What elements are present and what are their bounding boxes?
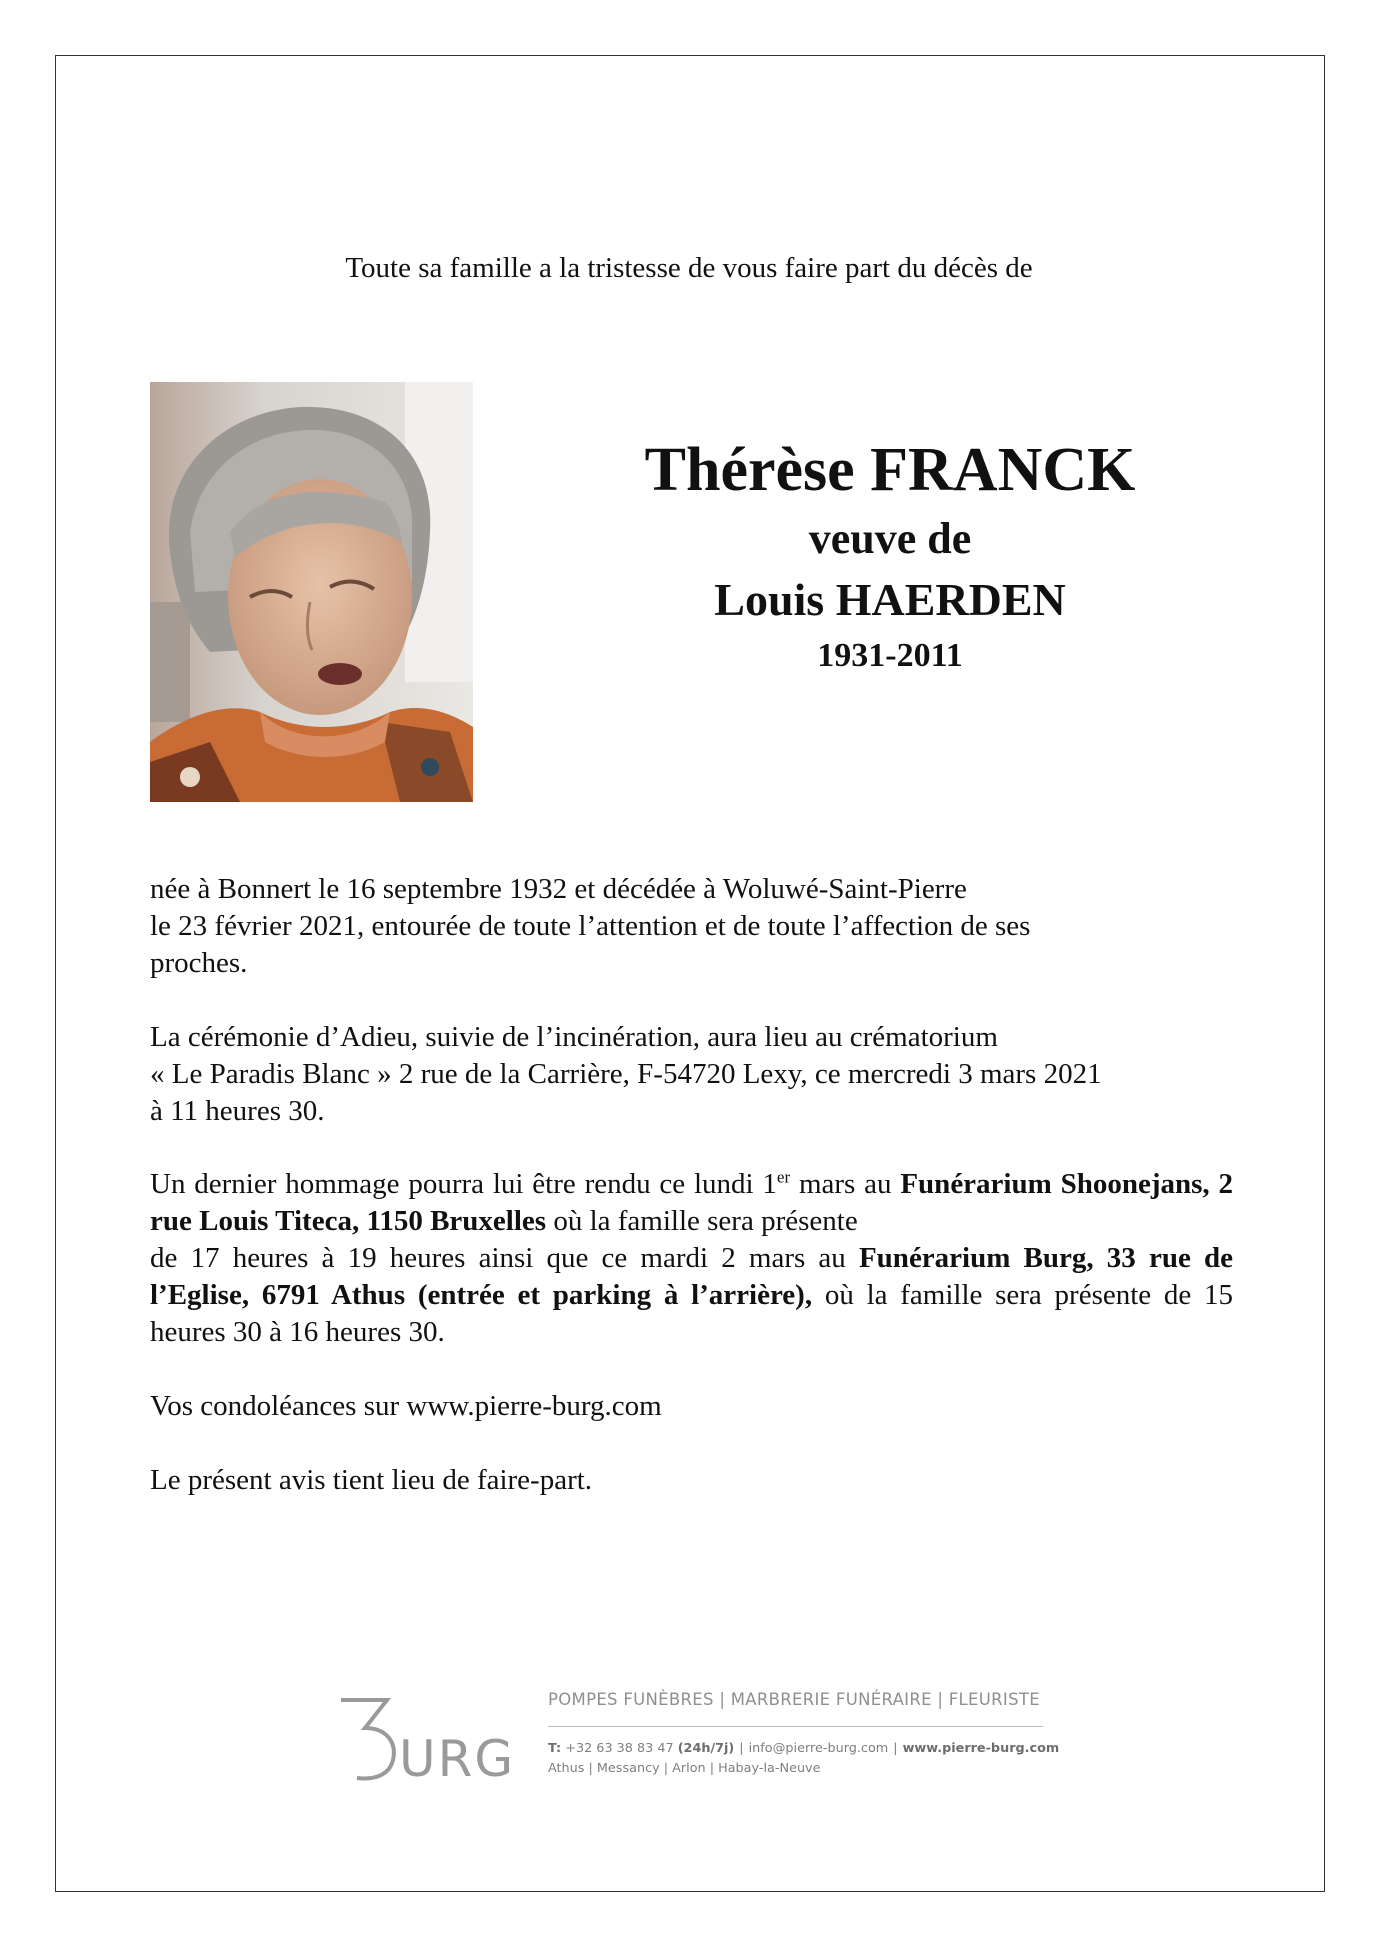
tribute-text: où la famille sera présente [546, 1205, 858, 1237]
condolences-text: Vos condoléances sur www.pierre-burg.com [150, 1390, 662, 1422]
spouse-name: Louis HAERDEN [714, 574, 1066, 625]
tribute-paragraph [150, 1166, 1233, 1351]
funerarium-burg: Funérarium Burg, 33 rue de l’Eglise, 6791 Athus (entrée et parking à l’arrière), [150, 1242, 1233, 1311]
footer-info [548, 1688, 1060, 1779]
deceased-name-block [560, 430, 1220, 680]
email-link[interactable]: info@pierre-burg.com [748, 1741, 889, 1756]
portrait-photo [150, 382, 473, 802]
paragraph-line: « Le Paradis Blanc » 2 rue de la Carrière, F-54720 Lexy, ce mercredi 3 mars 2021 [150, 1058, 1102, 1090]
paragraph-line: née à Bonnert le 16 septembre 1932 et décédée à Woluwé-Saint-Pierre [150, 873, 967, 905]
burg-logo [335, 1688, 510, 1783]
phone-hours: (24h/7j) [677, 1741, 735, 1756]
svg-text:URG: URG [399, 1730, 510, 1783]
website-link[interactable]: www.pierre-burg.com [902, 1741, 1060, 1756]
intro-text: Toute sa famille a la tristesse de vous faire part du décès de [345, 252, 1033, 284]
tribute-superscript: er [776, 1167, 791, 1187]
paragraph-line: à 11 heures 30. [150, 1095, 325, 1127]
footer-services: POMPES FUNÈBRES | MARBRERIE FUNÉRAIRE | FLEURISTE [548, 1690, 1040, 1709]
birth-death-paragraph [150, 871, 1233, 982]
tribute-text: de 17 heures à 19 heures ainsi que ce mardi 2 mars au [150, 1242, 859, 1274]
deceased-name: Thérèse FRANCK [644, 436, 1136, 504]
phone-number: +32 63 38 83 47 [561, 1741, 678, 1756]
footer-divider [548, 1726, 1043, 1727]
phone-prefix: T: [548, 1741, 562, 1756]
tribute-text: où la famille sera présente de 15 heures 30 à 16 heures 30. [150, 1279, 1234, 1348]
paragraph-line: proches. [150, 947, 248, 979]
paragraph-line: La cérémonie d’Adieu, suivie de l’incinération, aura lieu au crématorium [150, 1021, 998, 1053]
tribute-text: mars au [790, 1168, 901, 1200]
relation-text: veuve de [808, 514, 972, 563]
footer-contact: T: +32 63 38 83 47 (24h/7j) | info@pierre-burg.com | www.pierre-burg.com [548, 1741, 1060, 1756]
notice-text: Le présent avis tient lieu de faire-part. [150, 1464, 593, 1496]
funerarium-shoonejans: Funérarium Shoonejans, 2 rue Louis Titeca, 1150 Bruxelles [150, 1168, 1233, 1237]
paragraph-line: le 23 février 2021, entourée de toute l’attention et de toute l’affection de ses [150, 910, 1031, 942]
ceremony-paragraph [150, 1019, 1233, 1130]
footer-locations: Athus | Messancy | Arlon | Habay-la-Neuve [548, 1761, 821, 1776]
tribute-text: Un dernier hommage pourra lui être rendu ce lundi 1 [150, 1168, 777, 1200]
spouse-years: 1931-2011 [817, 637, 963, 674]
